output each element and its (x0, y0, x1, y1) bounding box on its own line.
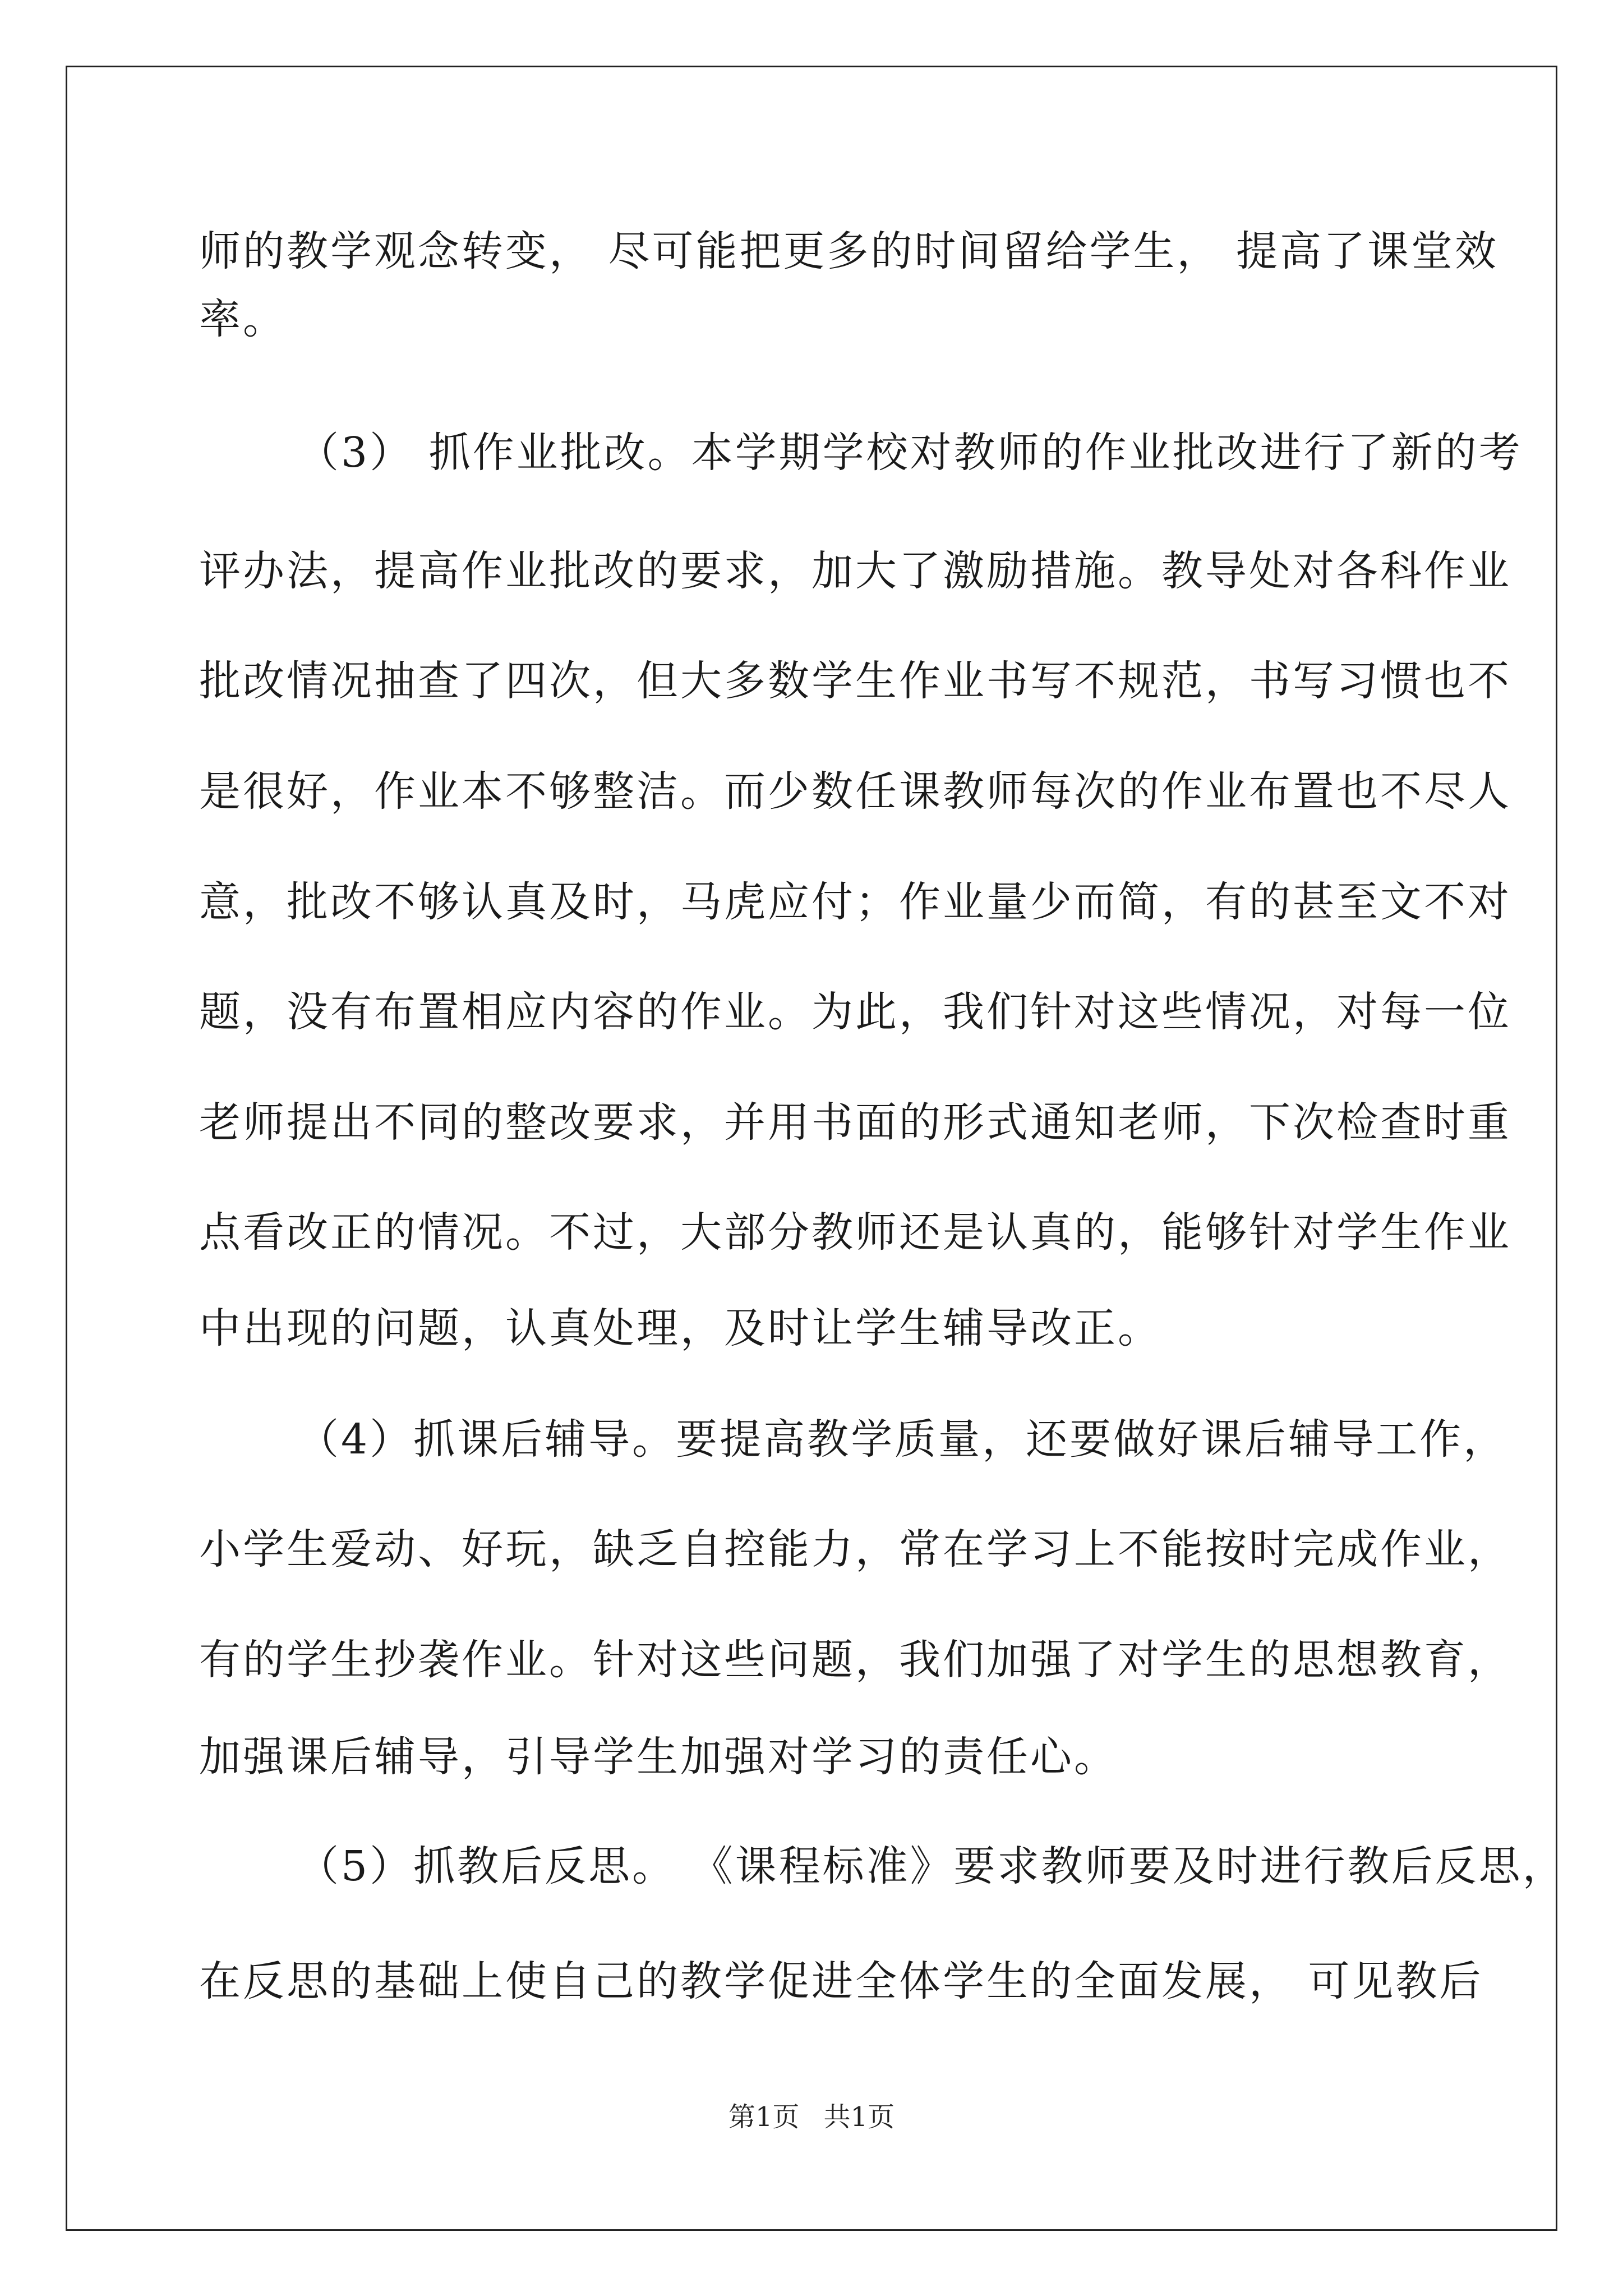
text-line-17: 在反思的基础上使自己的教学促进全体学生的全面发展， 可见教后 (199, 1957, 1483, 2005)
text-line-3: （3） 抓作业批改。本学期学校对教师的作业批改进行了新的考 (297, 429, 1523, 477)
text-line-16: （5）抓教后反思。 《课程标准》要求教师要及时进行教后反思， (297, 1842, 1566, 1890)
text-line-14: 有的学生抄袭作业。针对这些问题，我们加强了对学生的思想教育， (199, 1636, 1511, 1684)
text-line-6: 是很好，作业本不够整洁。而少数任课教师每次的作业布置也不尽人 (199, 767, 1511, 816)
text-line-13: 小学生爱动、好玩，缺乏自控能力，常在学习上不能按时完成作业， (199, 1525, 1511, 1573)
text-line-5: 批改情况抽查了四次，但大多数学生作业书写不规范，书写习惯也不 (199, 657, 1511, 705)
text-line-7: 意，批改不够认真及时，马虎应付；作业量少而简，有的甚至文不对 (199, 878, 1511, 926)
text-line-15: 加强课后辅导，引导学生加强对学习的责任心。 (199, 1733, 1118, 1781)
text-line-10: 点看改正的情况。不过，大部分教师还是认真的，能够针对学生作业 (199, 1208, 1511, 1257)
text-line-8: 题，没有布置相应内容的作业。为此，我们针对这些情况，对每一位 (199, 988, 1511, 1036)
text-line-12: （4）抓课后辅导。要提高教学质量，还要做好课后辅导工作， (297, 1415, 1507, 1464)
text-line-9: 老师提出不同的整改要求，并用书面的形式通知老师，下次检查时重 (199, 1098, 1511, 1147)
page-number: 第1页 (728, 2101, 800, 2133)
text-line-4: 评办法，提高作业批改的要求，加大了激励措施。教导处对各科作业 (199, 547, 1511, 595)
text-line-1: 师的教学观念转变， 尽可能把更多的时间留给学生， 提高了课堂效 (199, 227, 1499, 275)
text-line-2: 率。 (199, 295, 287, 343)
text-line-11: 中出现的问题，认真处理，及时让学生辅导改正。 (199, 1304, 1161, 1352)
page-total: 共1页 (823, 2101, 895, 2133)
page-footer (0, 2100, 1623, 2134)
